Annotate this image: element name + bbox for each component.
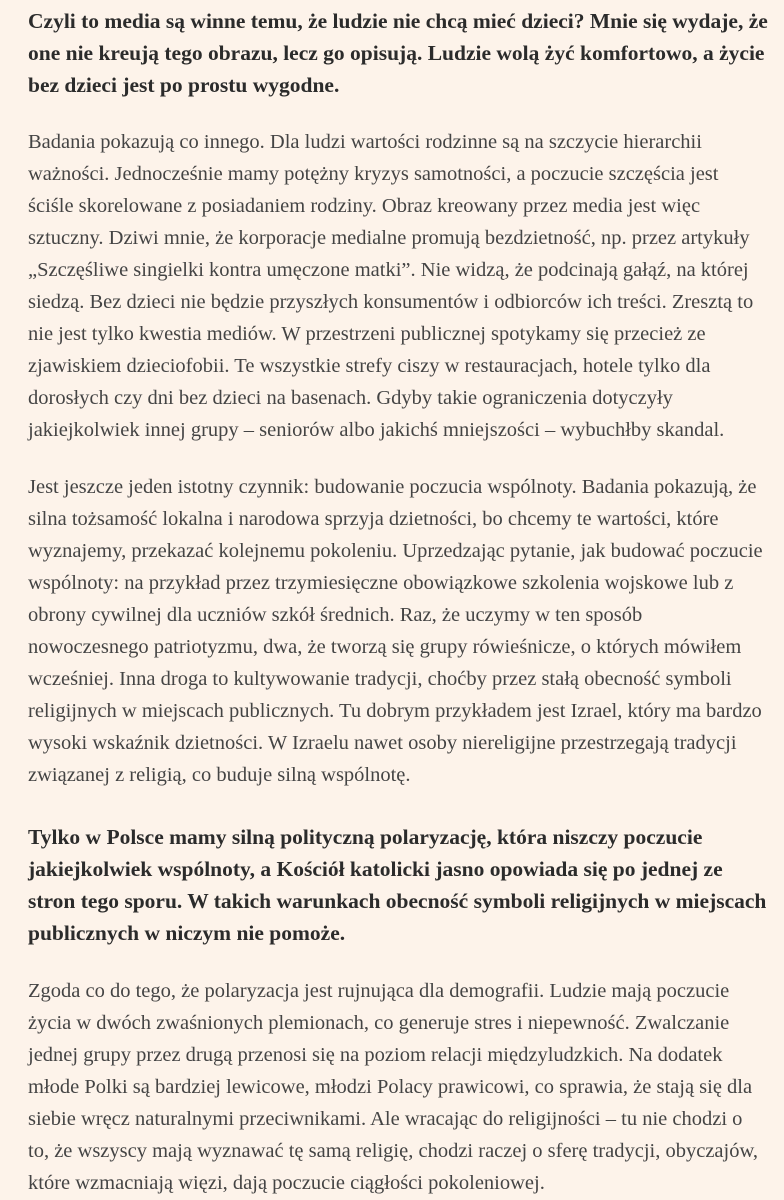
interview-question: Tylko w Polsce mamy silną polityczną polaryzację, która niszczy poczucie jakiejkolwiek wspólnoty, a Kościół katolicki jasno opowiada się po jednej ze stron tego sporu. W takich warunkach obecność symboli religijnych w miejscach publicznych w niczym nie pomoże.	[28, 825, 767, 945]
interview-answer: Badania pokazują co innego. Dla ludzi wartości rodzinne są na szczycie hierarchii ważności. Jednocześnie mamy potężny kryzys samotności, a poczucie szczęścia jest ściśle skorelowane z posiadaniem rodziny. Obraz kreowany przez media jest więc sztuczny. Dziwi mnie, że korporacje medialne promują bezdzietność, np. przez artykuły „Szczęśliwe singielki kontra umęczone matki”. Nie widzą, że podcinają gałąź, na której siedzą. Bez dzieci nie będzie przyszłych konsumentów i odbiorców ich treści. Zresztą to nie jest tylko kwestia mediów. W przestrzeni publicznej spotykamy się przecież ze zjawiskiem dzieciofobii. Te wszystkie strefy ciszy w restauracjach, hotele tylko dla dorosłych czy dni bez dzieci na basenach. Gdyby takie ograniczenia dotyczyły jakiejkolwiek innej grupy – seniorów albo jakichś mniejszości – wybuchłby skandal.	[28, 131, 754, 441]
interview-question: Czyli to media są winne temu, że ludzie nie chcą mieć dzieci? Mnie się wydaje, że one nie kreują tego obrazu, lecz go opisują. Ludzie wolą żyć komfortowo, a życie bez dzieci jest po prostu wygodne.	[28, 9, 768, 97]
article-body	[28, 0, 768, 1199]
interview-answer: Zgoda co do tego, że polaryzacja jest rujnująca dla demografii. Ludzie mają poczucie życia w dwóch zwaśnionych plemionach, co generuje stres i niepewność. Zwalczanie jednej grupy przez drugą przenosi się na poziom relacji międzyludzkich. Na dodatek młode Polki są bardziej lewicowe, młodzi Polacy prawicowi, co sprawia, że stają się dla siebie wręcz naturalnymi przeciwnikami. Ale wracając do religijności – tu nie chodzi o to, że wszyscy mają wyznawać tę samą religię, chodzi raczej o sferę tradycji, obyczajów, które wzmacniają więzi, dają poczucie ciągłości pokoleniowej.	[28, 980, 759, 1194]
interview-answer: Jest jeszcze jeden istotny czynnik: budowanie poczucia wspólnoty. Badania pokazują, że silna tożsamość lokalna i narodowa sprzyja dzietności, bo chcemy te wartości, które wyznajemy, przekazać kolejnemu pokoleniu. Uprzedzając pytanie, jak budować poczucie wspólnoty: na przykład przez trzymiesięczne obowiązkowe szkolenia wojskowe lub z obrony cywilnej dla uczniów szkół średnich. Raz, że uczymy w ten sposób nowoczesnego patriotyzmu, dwa, że tworzą się grupy rówieśnicze, o których mówiłem wcześniej. Inna droga to kultywowanie tradycji, choćby przez stałą obecność symboli religijnych w miejscach publicznych. Tu dobrym przykładem jest Izrael, który ma bardzo wysoki wskaźnik dzietności. W Izraelu nawet osoby niereligijne przestrzegają tradycji związanej z religią, co buduje silną wspólnotę.	[28, 476, 763, 786]
